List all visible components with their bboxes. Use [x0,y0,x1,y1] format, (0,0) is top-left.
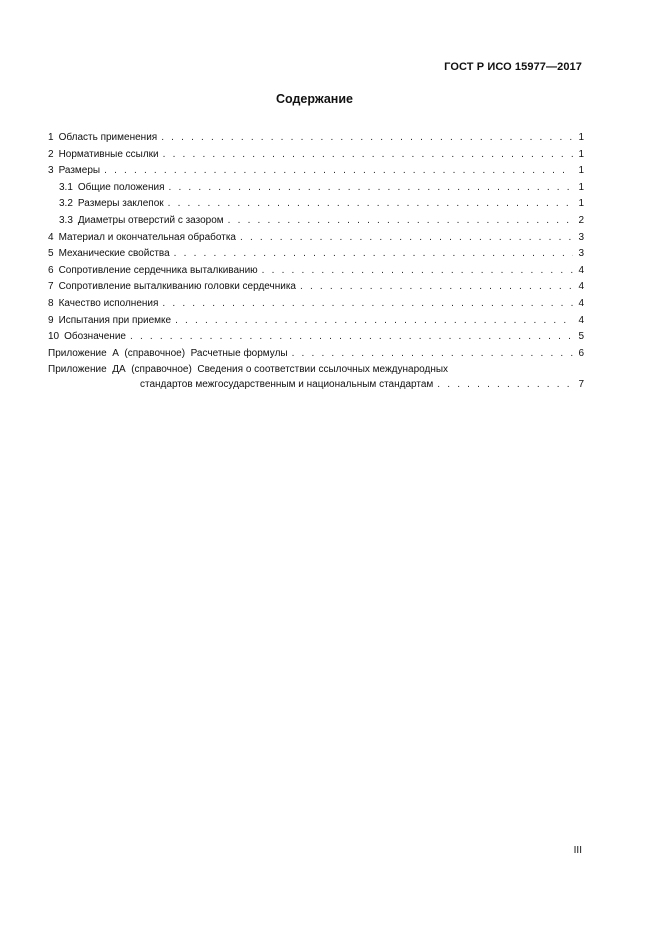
toc-entry-1[interactable] [48,130,584,147]
table-of-contents [48,130,584,394]
leader-dots [174,246,573,263]
toc-entry-label: 3 Размеры [48,165,101,177]
toc-entry-label-continuation: стандартов межгосударственным и национальным стандартам [140,378,434,390]
toc-entry-label: 10 Обозначение [48,331,126,343]
toc-entry-8[interactable] [48,296,584,313]
toc-entry-label: 2 Нормативные ссылки [48,148,159,160]
toc-entry-page: 4 [578,314,584,326]
leader-dots [161,130,573,147]
toc-entry-page: 1 [578,198,584,210]
leader-dots [175,313,573,330]
toc-entry-page: 4 [578,297,584,309]
toc-entry-label: 4 Материал и окончательная обработка [48,231,236,243]
toc-entry-3[interactable] [48,163,584,180]
toc-entry-5[interactable] [48,246,584,263]
leader-dots [300,279,573,296]
toc-entry-label: 7 Сопротивление выталкиванию головки сердечника [48,281,296,293]
toc-entry-page: 7 [578,378,584,390]
leader-dots [104,163,573,180]
toc-entry-page: 1 [578,181,584,193]
leader-dots [437,377,573,394]
toc-entry-10[interactable] [48,329,584,346]
leader-dots [163,147,573,164]
toc-entry-label: 8 Качество исполнения [48,297,159,309]
toc-entry-label: 3.3 Диаметры отверстий с зазором [59,214,224,226]
leader-dots [162,296,573,313]
leader-dots [169,180,574,197]
toc-entry-label: 9 Испытания при приемке [48,314,172,326]
toc-entry-page: 2 [578,214,584,226]
leader-dots [292,346,573,363]
toc-entry-page: 1 [578,132,584,143]
toc-entry-appendix-a[interactable] [48,346,584,363]
toc-entry-6[interactable] [48,263,584,280]
toc-entry-page: 1 [578,148,584,160]
toc-entry-page: 4 [578,264,584,276]
leader-dots [262,263,573,280]
leader-dots [168,196,573,213]
toc-entry-page: 1 [578,165,584,177]
leader-dots [130,329,573,346]
toc-entry-3-2[interactable] [48,196,584,213]
toc-entry-label: 1 Область применения [48,132,158,143]
toc-entry-label: 6 Сопротивление сердечника выталкиванию [48,264,258,276]
leader-dots [228,213,573,230]
toc-entry-page: 5 [578,331,584,343]
toc-entry-label: 3.1 Общие положения [59,181,165,193]
toc-entry-2[interactable] [48,147,584,164]
toc-entry-4[interactable] [48,230,584,247]
toc-entry-label: 3.2 Размеры заклепок [59,198,164,210]
toc-entry-label: Приложение ДА (справочное) Сведения о соответствии ссылочных международных [48,364,449,376]
toc-entry-label: 5 Механические свойства [48,248,170,260]
toc-entry-7[interactable] [48,279,584,296]
toc-entry-appendix-da[interactable] [48,362,584,393]
toc-entry-9[interactable] [48,313,584,330]
document-code: ГОСТ Р ИСО 15977—2017 [444,61,582,73]
toc-entry-page: 4 [578,281,584,293]
leader-dots [240,230,573,247]
toc-entry-page: 3 [578,231,584,243]
appendix-da-second-line [48,377,584,394]
page-number: III [573,845,582,856]
toc-entry-3-3[interactable] [48,213,584,230]
toc-entry-page: 3 [578,248,584,260]
toc-entry-page: 6 [578,347,584,359]
toc-entry-label: Приложение А (справочное) Расчетные формулы [48,347,288,359]
toc-title: Содержание [275,92,353,106]
toc-entry-3-1[interactable] [48,180,584,197]
